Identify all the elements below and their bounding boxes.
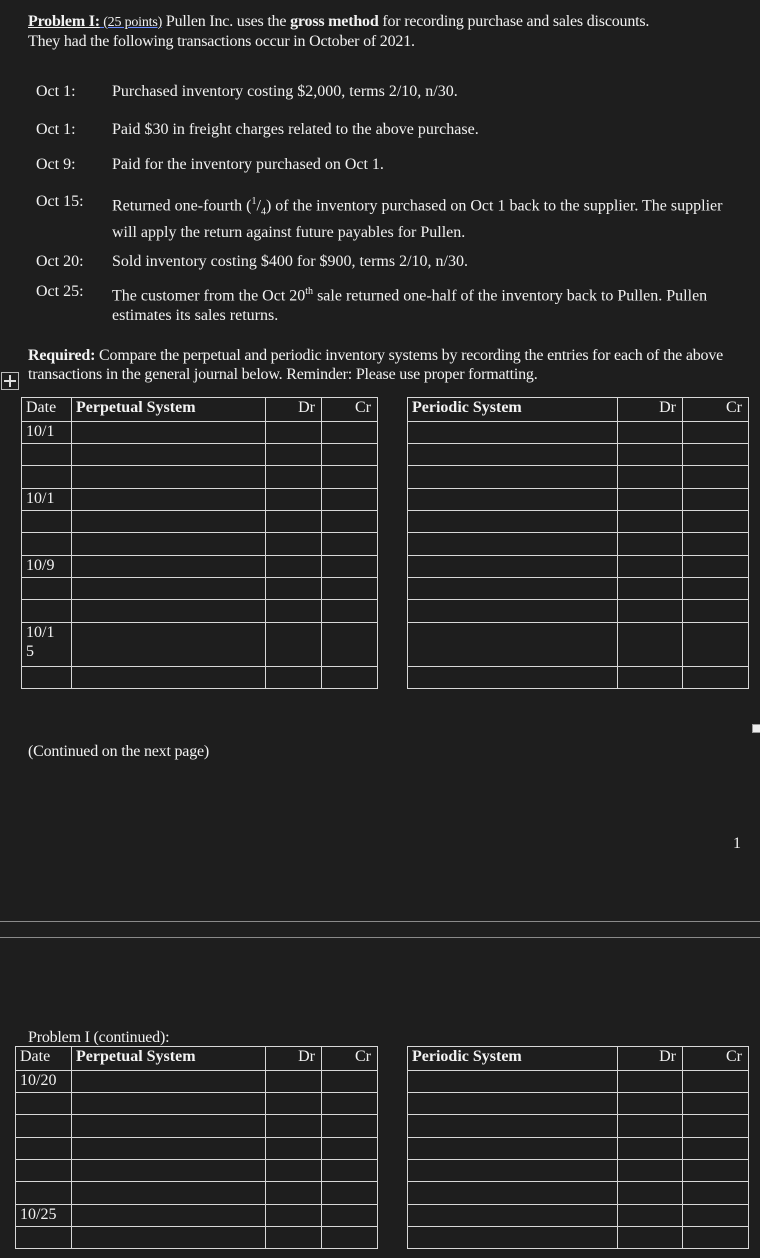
perpetual-cr-cell[interactable]: [322, 1138, 378, 1160]
journal-row: [22, 667, 749, 689]
perpetual-cr-cell[interactable]: [322, 1205, 378, 1227]
periodic-cr-cell[interactable]: [683, 1138, 749, 1160]
periodic-dr-cell[interactable]: [618, 422, 683, 444]
journal-row: [22, 623, 749, 667]
perpetual-account-cell[interactable]: [72, 578, 266, 600]
required-instructions: [28, 346, 738, 384]
journal-row: [22, 444, 749, 466]
date-cell[interactable]: [16, 1182, 72, 1205]
periodic-dr-cell[interactable]: [618, 1160, 683, 1182]
perpetual-dr-cell[interactable]: [266, 489, 322, 511]
periodic-dr-cell[interactable]: [618, 533, 683, 556]
periodic-dr-cell[interactable]: [618, 600, 683, 623]
periodic-account-cell[interactable]: [408, 1227, 618, 1249]
periodic-cr-cell[interactable]: [683, 1093, 749, 1115]
transaction-text: Returned one-fourth $(^1/_4)$ of the inventory purchased on Oct 1 back to the supplier. The supplier will apply the return against future payables for Pullen.: [112, 196, 723, 241]
periodic-dr-cell[interactable]: [618, 1115, 683, 1138]
perpetual-dr-cell[interactable]: [266, 600, 322, 623]
periodic-account-cell[interactable]: [408, 1160, 618, 1182]
perpetual-system-header: Perpetual System: [72, 1047, 266, 1071]
periodic-dr-cell[interactable]: [618, 1138, 683, 1160]
problem-line-2: They had the following transactions occur in October of 2021.: [28, 33, 415, 50]
journal-row: [16, 1138, 749, 1160]
periodic-cr-cell[interactable]: [683, 600, 749, 623]
perpetual-cr-cell[interactable]: [322, 511, 378, 533]
perpetual-account-cell[interactable]: [72, 600, 266, 623]
periodic-cr-cell[interactable]: [683, 578, 749, 600]
problem-label: Problem I:: [28, 13, 100, 30]
resize-handle[interactable]: [752, 724, 760, 733]
periodic-system-header: Periodic System: [408, 1047, 618, 1071]
perpetual-dr-cell[interactable]: [266, 422, 322, 444]
perpetual-dr-cell[interactable]: [266, 1071, 322, 1093]
page-number: 1: [733, 835, 741, 852]
page-2-heading: Problem I (continued):: [28, 1029, 170, 1046]
periodic-cr-cell[interactable]: [683, 489, 749, 511]
perpetual-dr-cell[interactable]: [266, 511, 322, 533]
perpetual-account-cell[interactable]: [72, 1160, 266, 1182]
periodic-system-header: Periodic System: [408, 398, 618, 422]
perpetual-account-cell[interactable]: [72, 489, 266, 511]
periodic-cr-cell[interactable]: [683, 1205, 749, 1227]
perpetual-cr-cell[interactable]: [322, 533, 378, 556]
perpetual-account-cell[interactable]: [72, 466, 266, 489]
date-cell[interactable]: [22, 600, 72, 623]
perpetual-account-cell[interactable]: [72, 623, 266, 667]
periodic-cr-cell[interactable]: [683, 444, 749, 466]
perpetual-cr-header: Cr: [322, 398, 378, 422]
page-divider-top: [0, 921, 760, 922]
date-cell[interactable]: 10/20: [16, 1071, 72, 1093]
date-cell[interactable]: [16, 1138, 72, 1160]
periodic-account-cell[interactable]: [408, 667, 618, 689]
perpetual-cr-cell[interactable]: [322, 1182, 378, 1205]
periodic-dr-cell[interactable]: [618, 511, 683, 533]
perpetual-dr-header: Dr: [266, 1047, 322, 1071]
periodic-dr-cell[interactable]: [618, 1227, 683, 1249]
journal-row: [22, 422, 749, 444]
periodic-cr-cell[interactable]: [683, 1182, 749, 1205]
periodic-cr-cell[interactable]: [683, 623, 749, 667]
periodic-cr-cell[interactable]: [683, 511, 749, 533]
perpetual-account-cell[interactable]: [72, 444, 266, 466]
periodic-account-cell[interactable]: [408, 489, 618, 511]
date-cell[interactable]: [22, 511, 72, 533]
continued-note: (Continued on the next page): [28, 743, 210, 760]
perpetual-account-cell[interactable]: [72, 1138, 266, 1160]
perpetual-dr-header: Dr: [266, 398, 322, 422]
journal-table-page-1: [21, 397, 749, 689]
perpetual-cr-header: Cr: [322, 1047, 378, 1071]
journal-row: [22, 578, 749, 600]
date-cell[interactable]: 10/1 5: [22, 623, 72, 667]
perpetual-account-cell[interactable]: [72, 1227, 266, 1249]
journal-row: [16, 1227, 749, 1249]
periodic-dr-header: Dr: [618, 1047, 683, 1071]
date-cell[interactable]: [22, 444, 72, 466]
periodic-account-cell[interactable]: [408, 444, 618, 466]
perpetual-dr-cell[interactable]: [266, 667, 322, 689]
periodic-dr-cell[interactable]: [618, 556, 683, 578]
problem-text-b: for recording purchase and sales discounts.: [378, 13, 650, 30]
periodic-cr-header: Cr: [683, 1047, 749, 1071]
problem-text-a: Pullen Inc. uses the: [162, 13, 291, 30]
periodic-account-cell[interactable]: [408, 1115, 618, 1138]
periodic-account-cell[interactable]: [408, 1182, 618, 1205]
transaction-date: Oct 25:: [36, 283, 84, 300]
transaction-date: Oct 1:: [36, 83, 76, 100]
journal-row: [16, 1182, 749, 1205]
perpetual-dr-cell[interactable]: [266, 1115, 322, 1138]
date-cell[interactable]: [22, 466, 72, 489]
journal-row: [16, 1093, 749, 1115]
journal-row: [16, 1160, 749, 1182]
date-cell[interactable]: 10/25: [16, 1205, 72, 1227]
periodic-dr-cell[interactable]: [618, 623, 683, 667]
perpetual-account-cell[interactable]: [72, 1071, 266, 1093]
periodic-account-cell[interactable]: [408, 1093, 618, 1115]
problem-intro: [28, 12, 748, 51]
perpetual-cr-cell[interactable]: [322, 667, 378, 689]
journal-row: [22, 466, 749, 489]
perpetual-dr-cell[interactable]: [266, 556, 322, 578]
transaction-date: Oct 1:: [36, 121, 76, 138]
journal-row: [16, 1071, 749, 1093]
required-label: Required:: [28, 347, 96, 364]
perpetual-cr-cell[interactable]: [322, 1093, 378, 1115]
move-handle-icon[interactable]: [1, 372, 19, 390]
periodic-account-cell[interactable]: [408, 511, 618, 533]
perpetual-dr-cell[interactable]: [266, 1160, 322, 1182]
perpetual-dr-cell[interactable]: [266, 623, 322, 667]
perpetual-cr-cell[interactable]: [322, 1227, 378, 1249]
periodic-dr-cell[interactable]: [618, 444, 683, 466]
date-cell[interactable]: [16, 1093, 72, 1115]
periodic-cr-cell[interactable]: [683, 556, 749, 578]
perpetual-account-cell[interactable]: [72, 422, 266, 444]
periodic-account-cell[interactable]: [408, 1071, 618, 1093]
periodic-dr-cell[interactable]: [618, 1182, 683, 1205]
periodic-cr-cell[interactable]: [683, 533, 749, 556]
perpetual-cr-cell[interactable]: [322, 623, 378, 667]
periodic-dr-cell[interactable]: [618, 1071, 683, 1093]
date-cell[interactable]: 10/1: [22, 489, 72, 511]
perpetual-dr-cell[interactable]: [266, 1138, 322, 1160]
date-cell[interactable]: [22, 667, 72, 689]
perpetual-cr-cell[interactable]: [322, 578, 378, 600]
transaction-text: The customer from the Oct 20th sale returned one-half of the inventory back to Pullen. Pullen estimates its sales returns.: [112, 286, 708, 325]
transaction-text: Sold inventory costing $400 for $900, terms 2/10, n/30.: [112, 253, 468, 270]
perpetual-system-header: Perpetual System: [72, 398, 266, 422]
perpetual-dr-cell[interactable]: [266, 1205, 322, 1227]
perpetual-account-cell[interactable]: [72, 533, 266, 556]
periodic-account-cell[interactable]: [408, 422, 618, 444]
page-divider-bottom: [0, 937, 760, 938]
transaction-text: Paid for the inventory purchased on Oct 1.: [112, 156, 384, 173]
periodic-account-cell[interactable]: [408, 556, 618, 578]
periodic-cr-cell[interactable]: [683, 1227, 749, 1249]
transaction-date: Oct 20:: [36, 253, 84, 270]
transaction-date: Oct 9:: [36, 156, 76, 173]
date-cell[interactable]: [16, 1115, 72, 1138]
journal-row: [22, 489, 749, 511]
periodic-account-cell[interactable]: [408, 600, 618, 623]
perpetual-cr-cell[interactable]: [322, 1071, 378, 1093]
transaction-text: Paid $30 in freight charges related to the above purchase.: [112, 121, 479, 138]
perpetual-dr-cell[interactable]: [266, 1227, 322, 1249]
perpetual-account-cell[interactable]: [72, 511, 266, 533]
periodic-dr-cell[interactable]: [618, 1205, 683, 1227]
journal-row: [22, 533, 749, 556]
perpetual-cr-cell[interactable]: [322, 1160, 378, 1182]
required-text: Compare the perpetual and periodic inventory systems by recording the entries for each of the above transactions in the general journal below. Reminder: Please use proper formatting.: [28, 347, 724, 383]
date-cell[interactable]: [22, 578, 72, 600]
periodic-account-cell[interactable]: [408, 578, 618, 600]
transaction-date: Oct 15:: [36, 193, 84, 210]
perpetual-cr-cell[interactable]: [322, 1115, 378, 1138]
perpetual-dr-cell[interactable]: [266, 444, 322, 466]
gross-method-term: gross method: [290, 13, 379, 30]
perpetual-cr-cell[interactable]: [322, 444, 378, 466]
perpetual-account-cell[interactable]: [72, 667, 266, 689]
periodic-cr-cell[interactable]: [683, 1115, 749, 1138]
perpetual-dr-cell[interactable]: [266, 1093, 322, 1115]
periodic-account-cell[interactable]: [408, 466, 618, 489]
date-cell[interactable]: [16, 1160, 72, 1182]
perpetual-account-cell[interactable]: [72, 556, 266, 578]
perpetual-cr-cell[interactable]: [322, 556, 378, 578]
date-column-header: Date: [22, 398, 72, 422]
transaction-text: Purchased inventory costing $2,000, terms 2/10, n/30.: [112, 83, 458, 100]
perpetual-dr-cell[interactable]: [266, 466, 322, 489]
periodic-cr-header: Cr: [683, 398, 749, 422]
periodic-account-cell[interactable]: [408, 1138, 618, 1160]
periodic-account-cell[interactable]: [408, 533, 618, 556]
perpetual-account-cell[interactable]: [72, 1093, 266, 1115]
perpetual-account-cell[interactable]: [72, 1205, 266, 1227]
date-column-header: Date: [16, 1047, 72, 1071]
problem-points: (25 points): [99, 15, 163, 30]
journal-row: [16, 1205, 749, 1227]
journal-row: [22, 511, 749, 533]
periodic-cr-cell[interactable]: [683, 1071, 749, 1093]
periodic-dr-cell[interactable]: [618, 578, 683, 600]
perpetual-dr-cell[interactable]: [266, 1182, 322, 1205]
journal-row: [16, 1115, 749, 1138]
date-cell[interactable]: [16, 1227, 72, 1249]
perpetual-dr-cell[interactable]: [266, 533, 322, 556]
periodic-cr-cell[interactable]: [683, 466, 749, 489]
perpetual-account-cell[interactable]: [72, 1182, 266, 1205]
periodic-account-cell[interactable]: [408, 623, 618, 667]
journal-row: [22, 556, 749, 578]
perpetual-cr-cell[interactable]: [322, 466, 378, 489]
periodic-cr-cell[interactable]: [683, 422, 749, 444]
date-cell[interactable]: 10/1: [22, 422, 72, 444]
periodic-cr-cell[interactable]: [683, 1160, 749, 1182]
periodic-dr-header: Dr: [618, 398, 683, 422]
date-cell[interactable]: 10/9: [22, 556, 72, 578]
periodic-cr-cell[interactable]: [683, 667, 749, 689]
perpetual-account-cell[interactable]: [72, 1115, 266, 1138]
periodic-dr-cell[interactable]: [618, 466, 683, 489]
perpetual-dr-cell[interactable]: [266, 578, 322, 600]
date-cell[interactable]: [22, 533, 72, 556]
periodic-account-cell[interactable]: [408, 1205, 618, 1227]
journal-table-page-2: [15, 1046, 749, 1249]
perpetual-cr-cell[interactable]: [322, 422, 378, 444]
perpetual-cr-cell[interactable]: [322, 600, 378, 623]
perpetual-cr-cell[interactable]: [322, 489, 378, 511]
periodic-dr-cell[interactable]: [618, 667, 683, 689]
journal-row: [22, 600, 749, 623]
periodic-dr-cell[interactable]: [618, 489, 683, 511]
periodic-dr-cell[interactable]: [618, 1093, 683, 1115]
